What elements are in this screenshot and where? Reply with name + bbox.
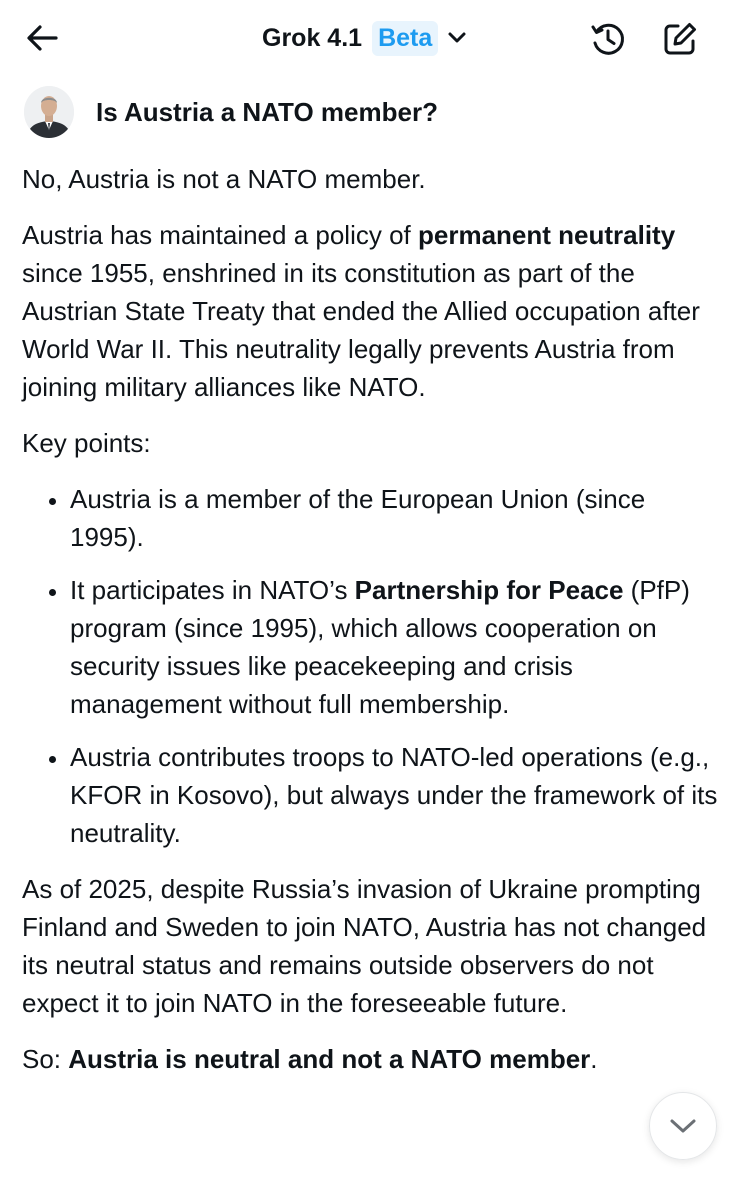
user-avatar <box>24 86 74 138</box>
neutrality-paragraph: Austria has maintained a policy of permanent neutrality since 1955, enshrined in its constitution as part of the Austrian State Treaty that ended the Allied occupation after World War II. This neutrality legally prevents Austria from joining military alliances like NATO. <box>22 220 700 402</box>
key-points-heading: Key points: <box>22 428 151 458</box>
list-item: • Austria contributes troops to NATO-led operations (e.g., KFOR in Kosovo), but always under the framework of its neutrality. <box>69 738 722 852</box>
chevron-down-icon <box>444 25 470 51</box>
key-points-list <box>22 480 722 852</box>
assistant-response <box>22 160 722 1096</box>
top-bar <box>0 0 743 80</box>
emphasis-permanent-neutrality: permanent neutrality <box>418 220 676 250</box>
scroll-to-bottom-button[interactable] <box>649 1092 717 1160</box>
history-button[interactable] <box>588 19 628 59</box>
emphasis-conclusion: Austria is neutral and not a NATO member <box>68 1044 591 1074</box>
list-item: • Austria is a member of the European Union (since 1995). <box>69 480 722 556</box>
arrow-left-icon <box>25 23 59 53</box>
model-switcher[interactable] <box>262 19 470 57</box>
answer-summary: No, Austria is not a NATO member. <box>22 164 426 194</box>
conclusion: So: Austria is neutral and not a NATO member. <box>22 1044 598 1074</box>
compose-icon <box>661 20 699 58</box>
back-button[interactable] <box>22 18 62 58</box>
history-icon <box>589 20 627 58</box>
model-name: Grok 4.1 <box>262 23 363 52</box>
context-paragraph: As of 2025, despite Russia’s invasion of Ukraine prompting Finland and Sweden to join NATO, Austria has not changed its neutral status and remains outside observers do not expect it to join NATO in the foreseeable future. <box>22 874 707 1018</box>
beta-badge: Beta <box>372 21 438 56</box>
chevron-down-icon <box>668 1117 698 1135</box>
user-question: Is Austria a NATO member? <box>96 97 438 127</box>
list-item: • It participates in NATO’s Partnership for Peace (PfP) program (since 1995), which allows cooperation on security issues like peacekeeping and crisis management without full membership. <box>69 571 722 723</box>
emphasis-partnership-for-peace: Partnership for Peace <box>354 575 624 605</box>
compose-button[interactable] <box>660 19 700 59</box>
